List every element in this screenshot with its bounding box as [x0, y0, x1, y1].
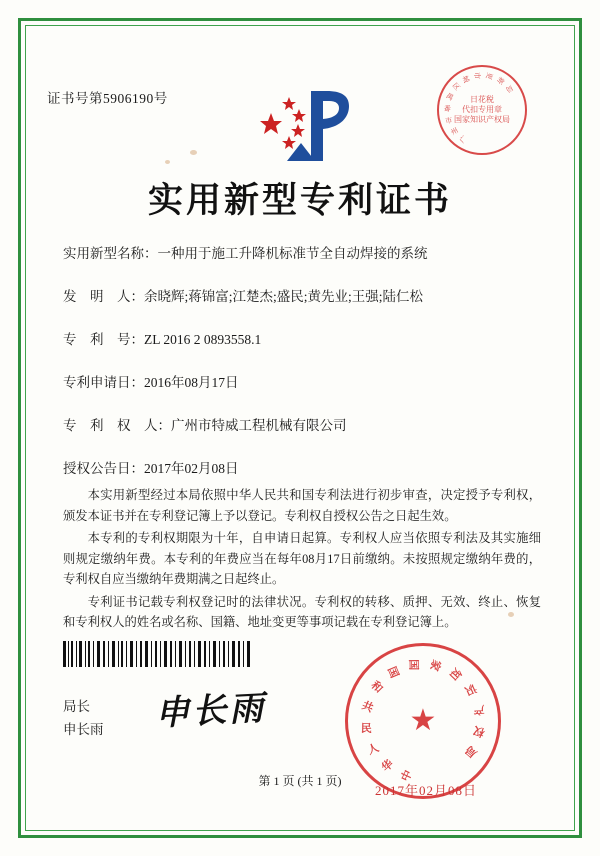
handwritten-signature: 申长雨: [154, 690, 268, 733]
field-value: 广州市特威工程机械有限公司: [171, 418, 347, 433]
field-row-application-date: [63, 372, 545, 393]
tax-seal-line2: 代扣专用章: [462, 105, 502, 114]
legal-paragraph-2: 本专利的专利权期限为十年，自申请日起算。专利权人应当依照专利法及其实施细则规定缴纳年费。本专利的年费应当在每年08月17日前缴纳。未按照规定缴纳年费的，专利权自应当缴纳年费期满之日起终止。: [63, 531, 541, 586]
field-row-patent-number: [63, 329, 545, 350]
field-label: 专利申请日：: [63, 375, 144, 390]
field-value: 2016年08月17日: [144, 375, 239, 390]
barcode: [63, 641, 253, 667]
tax-seal-line1: 日花税: [470, 95, 494, 104]
field-row-utility-model-name: [63, 243, 545, 264]
tax-seal-center-text: [454, 95, 510, 125]
director-label: 局长: [63, 699, 90, 714]
page-title: 实用新型专利证书: [147, 181, 452, 220]
field-value: ZL 2016 2 0893558.1: [144, 332, 262, 347]
cnipa-logo-icon: [241, 83, 361, 173]
director-name: 申长雨: [63, 722, 104, 737]
field-value: 一种用于施工升降机标准节全自动焊接的系统: [157, 246, 428, 261]
field-list: [63, 243, 545, 501]
field-value: 余晓辉;蒋锦富;江楚杰;盛民;黄先业;王强;陆仁松: [144, 289, 424, 304]
legal-paragraph-3: 专利证书记载专利权登记时的法律状况。专利权的转移、质押、无效、终止、恢复和专利权人的姓名或名称、国籍、地址变更等事项记载在专利登记簿上。: [63, 594, 541, 629]
field-value: 2017年02月08日: [144, 461, 239, 476]
tax-seal-ring-text: 广 州 市 番 禺 区 城 市 更 新 局: [443, 71, 515, 145]
legal-paragraph-1: 本实用新型经过本局依照中华人民共和国专利法进行初步审查，决定授予专利权，颁发本证书并在专利登记簿上予以登记。专利权自授权公告之日起生效。: [63, 488, 541, 523]
director-signature-block: [63, 695, 104, 741]
field-row-patentee: [63, 415, 545, 436]
field-label: 实用新型名称：: [63, 246, 158, 261]
field-label: 授权公告日：: [63, 461, 144, 476]
field-row-grant-date: [63, 458, 545, 479]
field-row-inventors: [63, 286, 545, 307]
field-label: 发 明 人：: [63, 289, 144, 304]
certificate-number: 证书号第5906190号: [47, 91, 168, 106]
seal-emblem-icon: ★: [409, 704, 437, 737]
legal-text: [63, 485, 541, 635]
tax-seal-line3: 国家知识产权局: [454, 115, 510, 124]
seal-date: 2017年02月08日: [375, 783, 478, 798]
field-label: 专 利 号：: [63, 332, 144, 347]
tax-seal-stamp: [437, 65, 527, 155]
field-label: 专 利 权 人：: [63, 418, 171, 433]
national-seal-stamp: 中 华 人 民 共 和 国 国 家 知 识 产 权 局 ★: [345, 643, 501, 799]
footer-page-number: 第 1 页 (共 1 页): [258, 774, 342, 788]
